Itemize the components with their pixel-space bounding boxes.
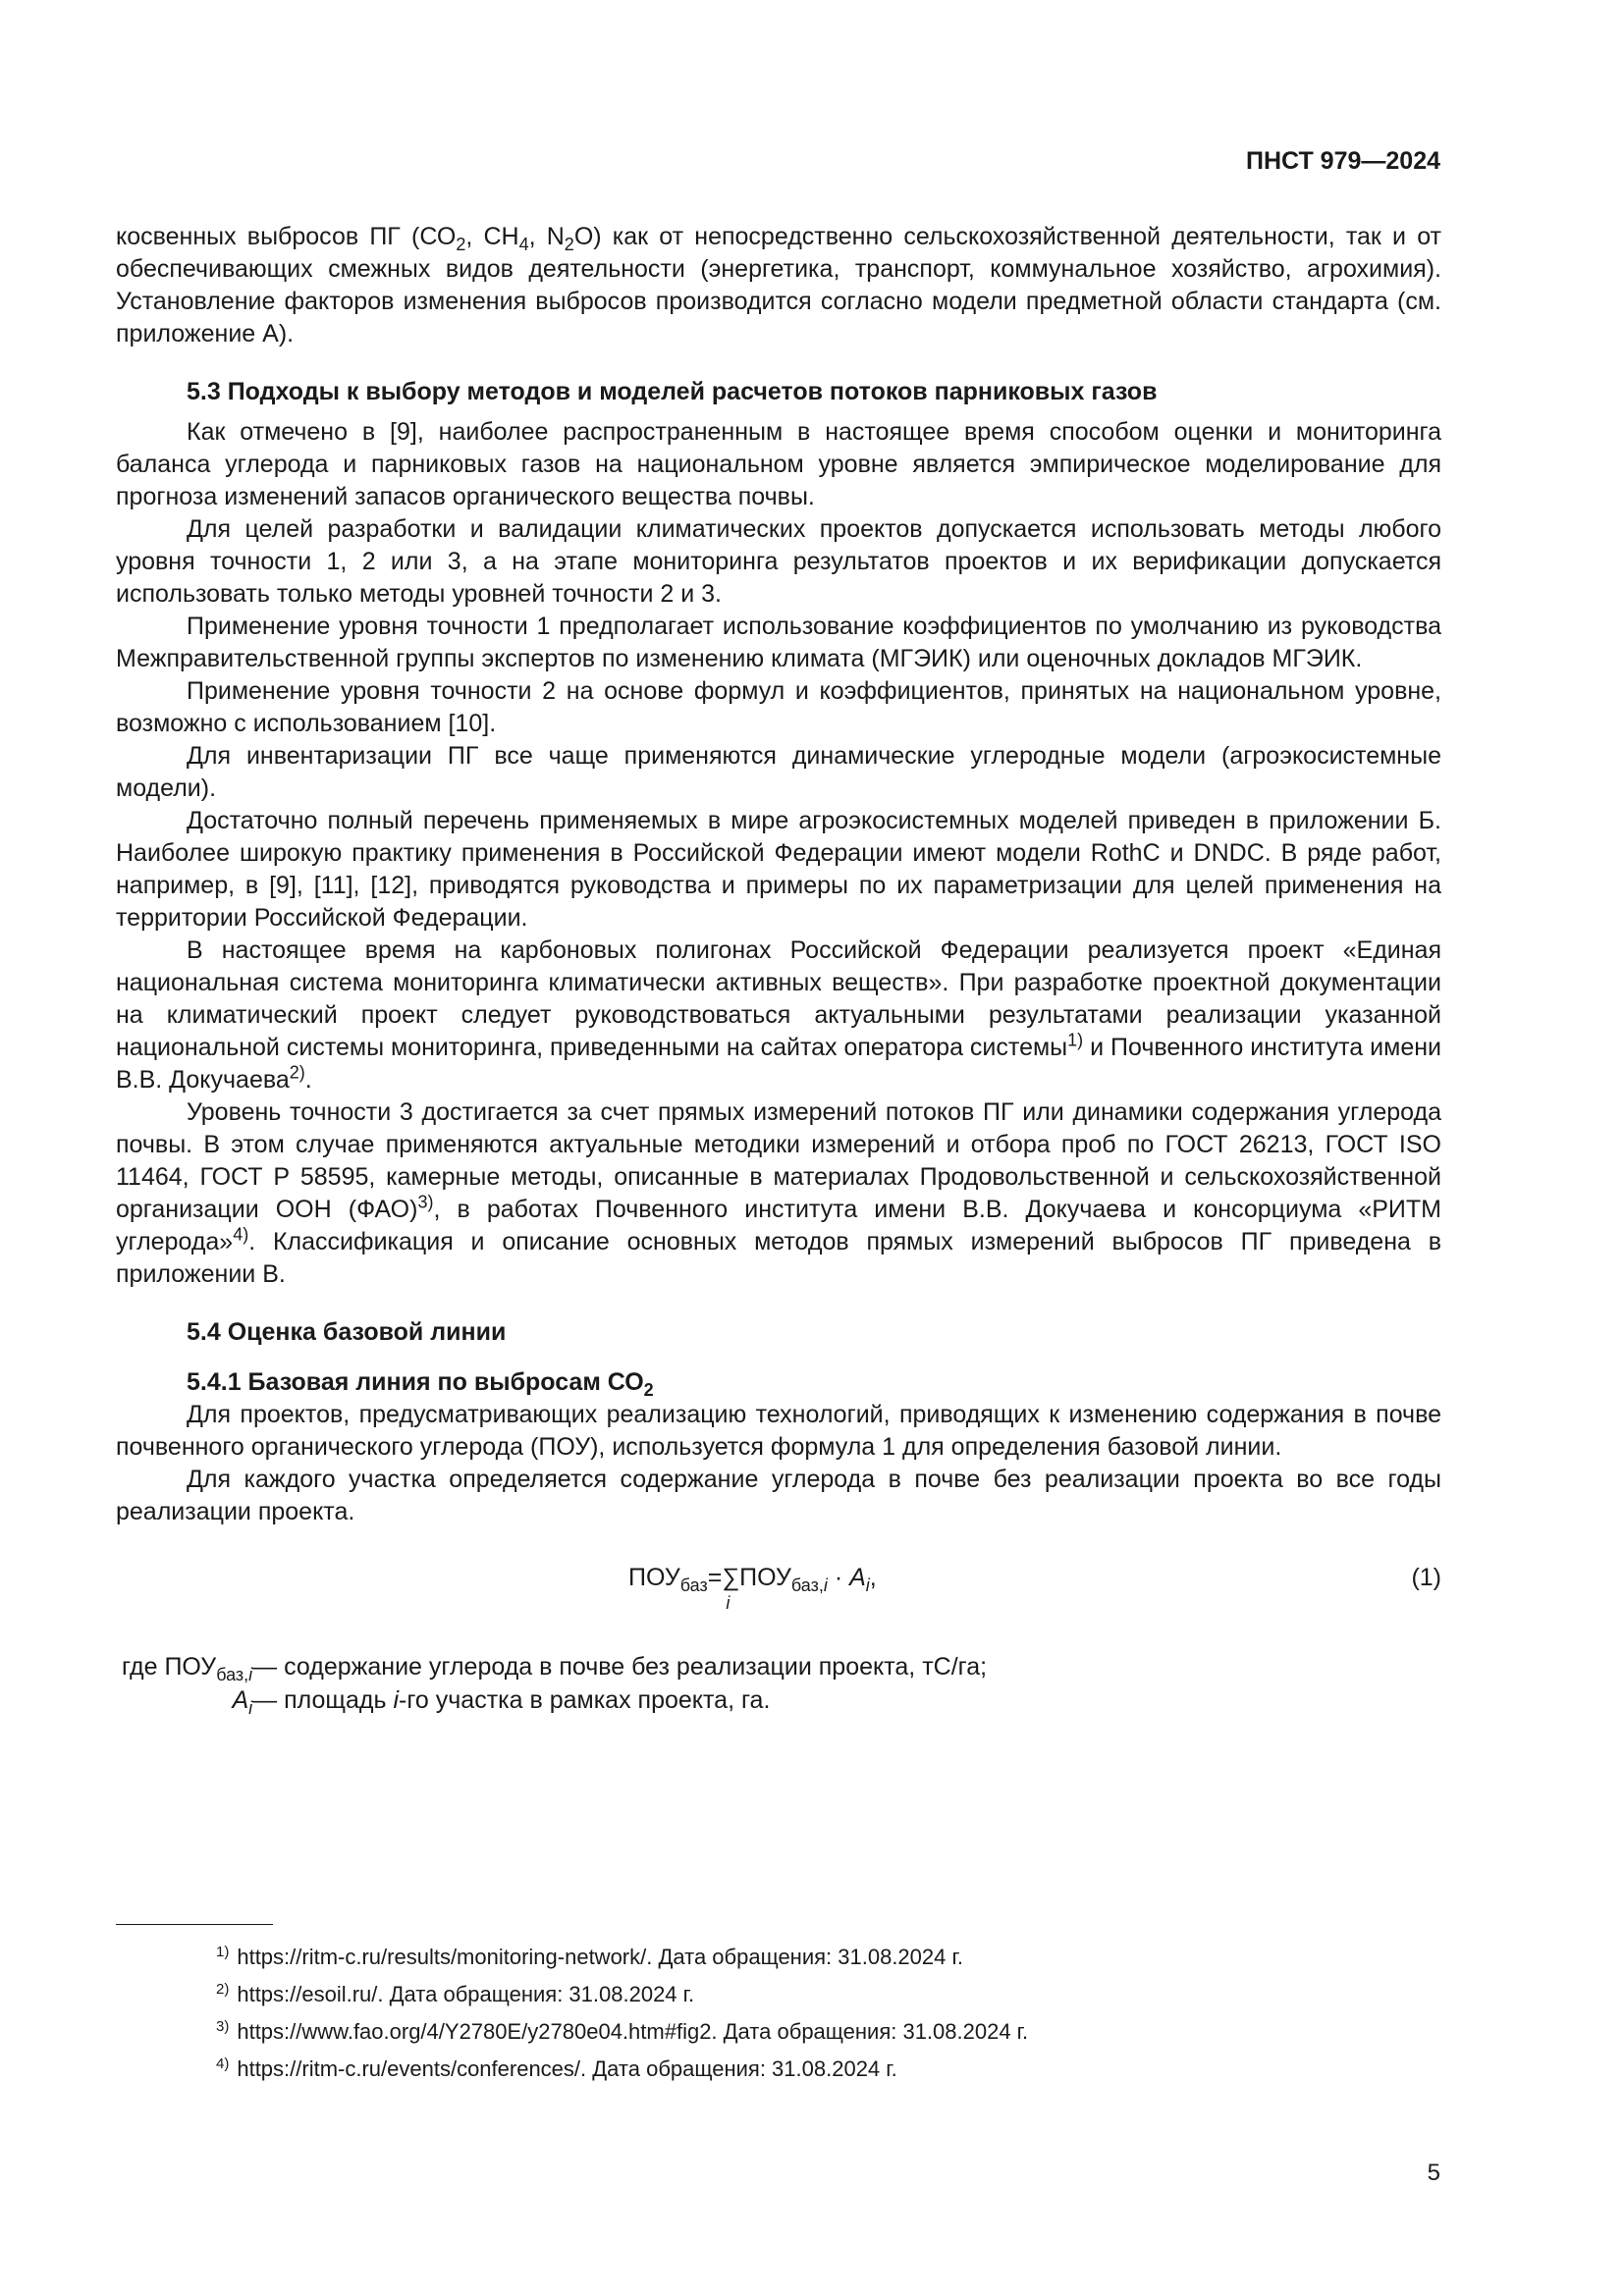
paragraph: Для проектов, предусматривающих реализацию технологий, приводящих к изменению содержания в почве почвенного органического углерода (ПОУ), используется формула 1 для определения базовой линии. [116,1401,1441,1461]
footnote-ref-3: 3) [417,1192,434,1212]
paragraph: В настоящее время на карбоновых полигонах Российской Федерации реализуется проект «Единая национальная система мониторинга климатически активных веществ». При разработке проектной документации на климатический проект следует руководствоваться актуальными результатами реализации указанной национальной системы мониторинга, приведенными на сайтах оператора системы$^{1)}$ и Почвенного института имени В.В. Докучаева$^{2)}$. [116,936,1441,1094]
page-content [116,221,1441,1717]
section-5-4-heading: 5.4 Оценка базовой линии [187,1318,507,1346]
formula-expression: $ПОУ_{баз}=\sum$ i $ПОУ_{баз,i} \cdot A_i$, [628,1564,877,1613]
paragraph: Для инвентаризации ПГ все чаще применяются динамические углеродные модели (агроэкосистемные модели). [116,742,1441,802]
footnote-2: $^{2)}$ https://esoil.ru/. Дата обращения: 31.08.2024 г. [216,1980,695,2006]
intro-paragraph: косвенных выбросов ПГ ($СО_2$, $СН_4$, $N_2O$) как от непосредственно сельскохозяйственной деятельности, так и от обеспечивающих смежных видов деятельности (энергетика, транспорт, коммунальное хозяйство, агрохимия). Установление факторов изменения выбросов производится согласно модели предметной области стандарта (см. приложение А). [116,223,1442,347]
footnote-ref-1: 1) [1067,1030,1084,1050]
footnote-4: $^{4)}$ https://ritm-c.ru/events/conferences/. Дата обращения: 31.08.2024 г. [216,2055,897,2081]
footnote-1: $^{1)}$ https://ritm-c.ru/results/monitoring-network/. Дата обращения: 31.08.2024 г. [216,1943,963,1969]
paragraph: Применение уровня точности 1 предполагает использование коэффициентов по умолчанию из руководства Межправительственной группы экспертов по изменению климата (МГЭИК) или оценочных докладов МГЭИК. [116,613,1441,672]
paragraph: Уровень точности 3 достигается за счет прямых измерений потоков ПГ или динамики содержания углерода почвы. В этом случае применяются актуальные методики измерений и отбора проб по ГОСТ 26213, ГОСТ ISO 11464, ГОСТ Р 58595, камерные методы, описанные в материалах Продовольственной и сельскохозяйственной организации ООН (ФАО)$^{3)}$, в работах Почвенного института имени В.В. Докучаева и консорциума «РИТМ углерода»$^{4)}$. Классификация и описание основных методов прямых измерений выбросов ПГ приведена в приложении В. [116,1098,1441,1288]
footnote-ref-2: 2) [289,1062,305,1083]
paragraph: Для каждого участка определяется содержание углерода в почве без реализации проекта во все годы реализации проекта. [116,1466,1441,1525]
definition-row: $A_i$ — площадь i-го участка в рамках проекта, га. [232,1686,771,1718]
document-code: ПНСТ 979—2024 [1246,147,1440,175]
footnote-3: $^{3)}$ https://www.fao.org/4/Y2780E/y2780e04.htm#fig2. Дата обращения: 31.08.2024 г. [216,2017,1029,2044]
sum-symbol: ∑ i [722,1564,740,1613]
page-number: 5 [1427,2160,1440,2186]
paragraph: Как отмечено в [9], наиболее распространенным в настоящее время способом оценки и мониторинга баланса углерода и парниковых газов на национальном уровне является эмпирическое моделирование для прогноза изменений запасов органического вещества почвы. [116,418,1441,510]
paragraph: Достаточно полный перечень применяемых в мире агроэкосистемных моделей приведен в приложении Б. Наиболее широкую практику применения в Российской Федерации имеют модели RothC и DNDC. В ряде работ, например, в [9], [11], [12], приводятся руководства и примеры по их параметризации для целей применения на территории Российской Федерации. [116,807,1441,932]
formula-number: (1) [1411,1564,1441,1591]
paragraph: Для целей разработки и валидации климатических проектов допускается использовать методы любого уровня точности 1, 2 или 3, а на этапе мониторинга результатов проектов и их верификации допускается использовать только методы уровней точности 2 и 3. [116,515,1441,608]
footnote-ref-4: 4) [233,1224,249,1245]
formula-1 [116,1558,1441,1621]
section-5-3-heading: 5.3 Подходы к выбору методов и моделей расчетов потоков парниковых газов [187,378,1158,405]
definition-row: где $ПОУ_{баз,i}$ — содержание углерода в почве без реализации проекта, тС/га; [122,1653,988,1684]
footnote-separator [116,1924,273,1925]
section-5-4-1-heading: 5.4.1 Базовая линия по выбросам $СО_2$ [187,1368,654,1400]
where-definitions [122,1650,987,1717]
footnotes [216,1939,1028,2088]
paragraph: Применение уровня точности 2 на основе формул и коэффициентов, принятых на национальном уровне, возможно с использованием [10]. [116,677,1441,737]
